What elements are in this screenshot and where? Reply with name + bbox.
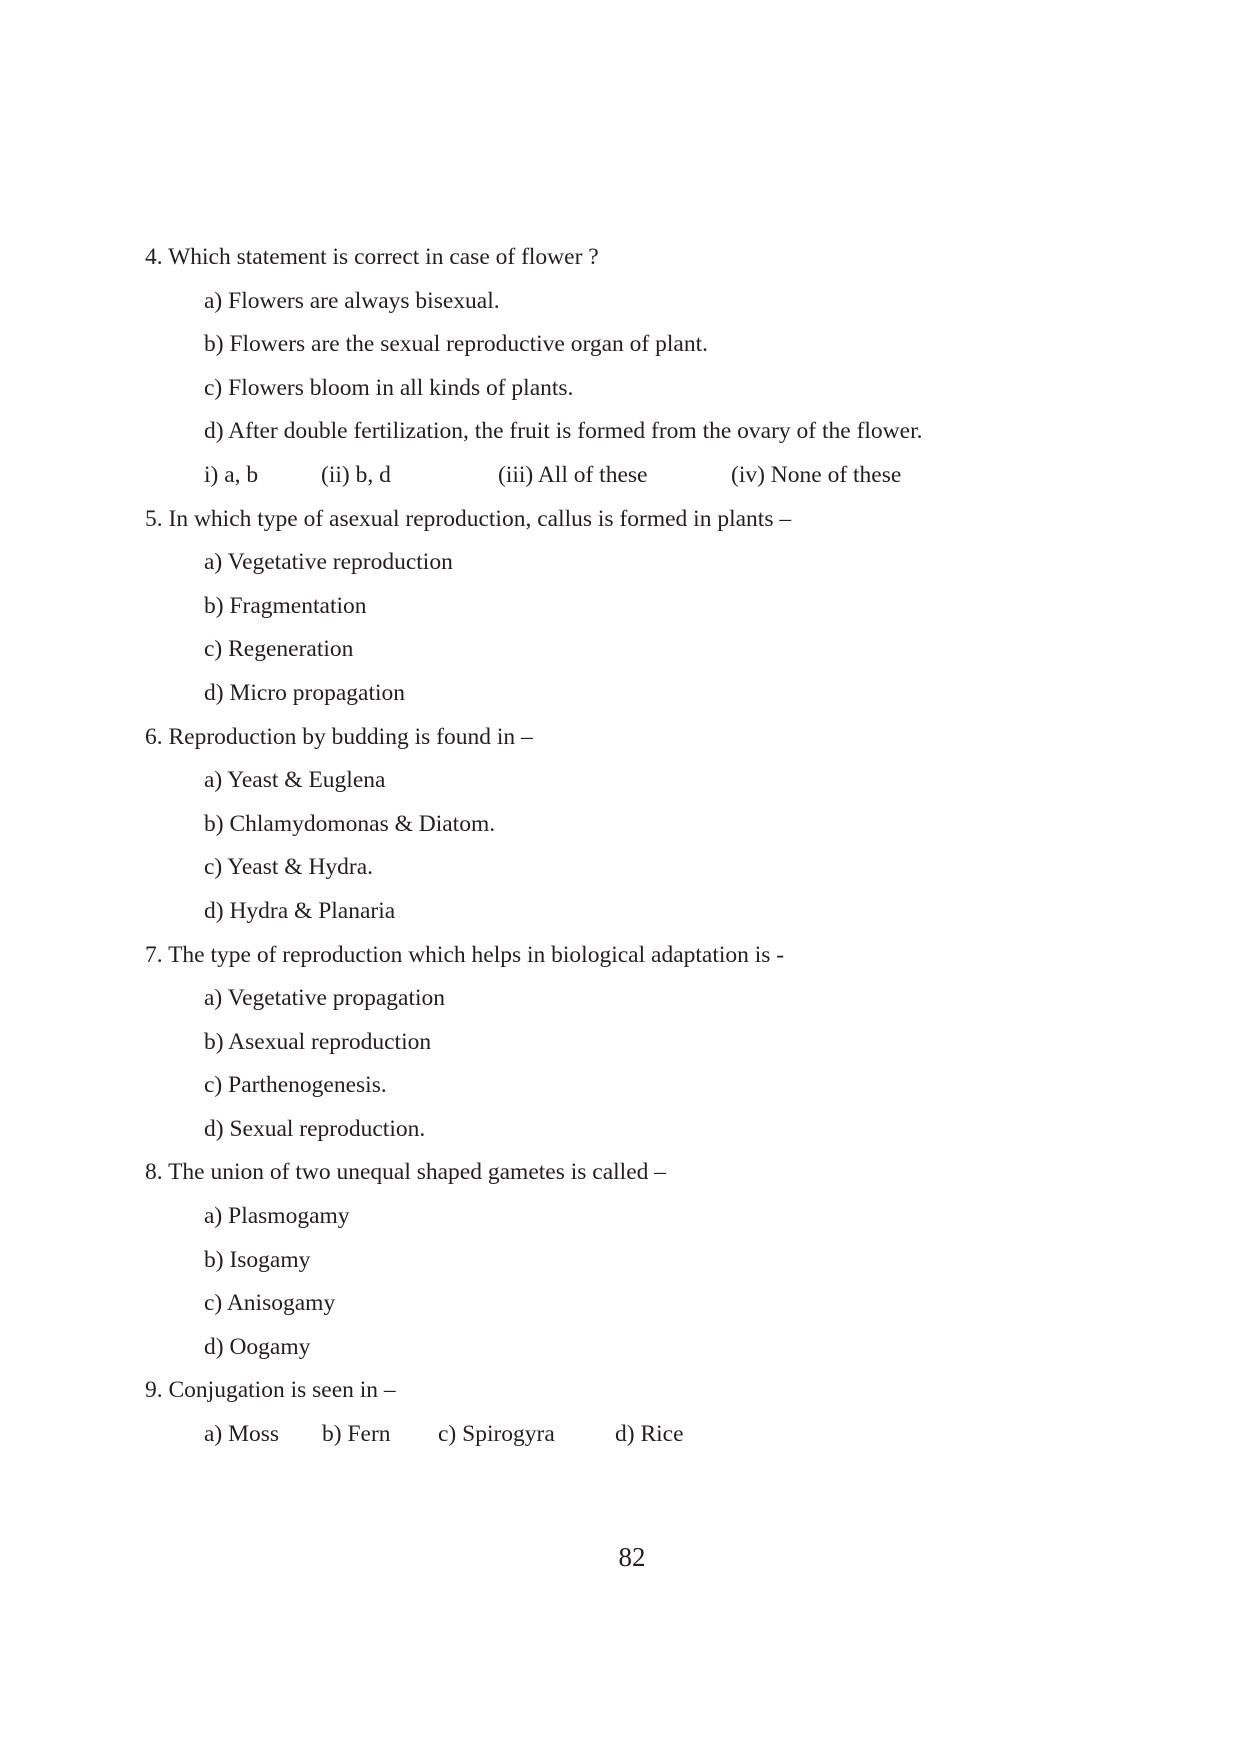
question-8-option-a: a) Plasmogamy xyxy=(204,1203,350,1230)
question-9-choice-c: c) Spirogyra xyxy=(438,1421,555,1448)
question-8-option-d: d) Oogamy xyxy=(204,1333,311,1360)
question-5-text: 5. In which type of asexual reproduction, callus is formed in plants – xyxy=(145,505,792,532)
question-4-option-b: b) Flowers are the sexual reproductive organ of plant. xyxy=(204,331,708,358)
question-4-choices xyxy=(145,454,1145,498)
question-9-choices xyxy=(145,1413,1145,1457)
question-4-choice-iv: (iv) None of these xyxy=(731,461,902,488)
question-4-option-a: a) Flowers are always bisexual. xyxy=(204,287,500,314)
question-4-text: 4. Which statement is correct in case of flower ? xyxy=(145,244,599,270)
question-9-choice-d: d) Rice xyxy=(615,1421,684,1448)
question-5-option-d: d) Micro propagation xyxy=(204,679,406,706)
question-7-option-b: b) Asexual reproduction xyxy=(204,1028,432,1055)
question-list xyxy=(145,236,1145,1457)
question-6-option-d: d) Hydra & Planaria xyxy=(204,897,396,924)
question-4-choice-iii: (iii) All of these xyxy=(498,461,648,488)
question-7-option-d: d) Sexual reproduction. xyxy=(204,1115,426,1142)
question-9-choice-b: b) Fern xyxy=(322,1421,391,1448)
question-6-option-b: b) Chlamydomonas & Diatom. xyxy=(204,810,496,837)
question-6-option-c: c) Yeast & Hydra. xyxy=(204,854,374,881)
question-7-option-c: c) Parthenogenesis. xyxy=(204,1072,387,1099)
question-4-choice-i: i) a, b xyxy=(204,461,259,488)
question-4-option-c: c) Flowers bloom in all kinds of plants. xyxy=(204,374,574,401)
question-7-text: 7. The type of reproduction which helps in biological adaptation is - xyxy=(145,941,785,968)
question-4-choice-ii: (ii) b, d xyxy=(321,461,391,488)
question-6-text: 6. Reproduction by budding is found in – xyxy=(145,723,533,750)
question-7-option-a: a) Vegetative propagation xyxy=(204,985,446,1012)
question-9-text: 9. Conjugation is seen in – xyxy=(145,1377,396,1404)
question-5-option-c: c) Regeneration xyxy=(204,636,354,663)
question-6-option-a: a) Yeast & Euglena xyxy=(204,767,386,794)
question-5-option-b: b) Fragmentation xyxy=(204,592,367,619)
question-8-option-b: b) Isogamy xyxy=(204,1246,311,1273)
question-8-option-c: c) Anisogamy xyxy=(204,1290,336,1317)
page-number: 82 xyxy=(618,1542,646,1572)
question-9-choice-a: a) Moss xyxy=(204,1421,280,1448)
question-5-option-a: a) Vegetative reproduction xyxy=(204,549,453,576)
question-8-text: 8. The union of two unequal shaped gametes is called – xyxy=(145,1159,667,1186)
question-4-option-d: d) After double fertilization, the fruit is formed from the ovary of the flower. xyxy=(204,418,923,445)
